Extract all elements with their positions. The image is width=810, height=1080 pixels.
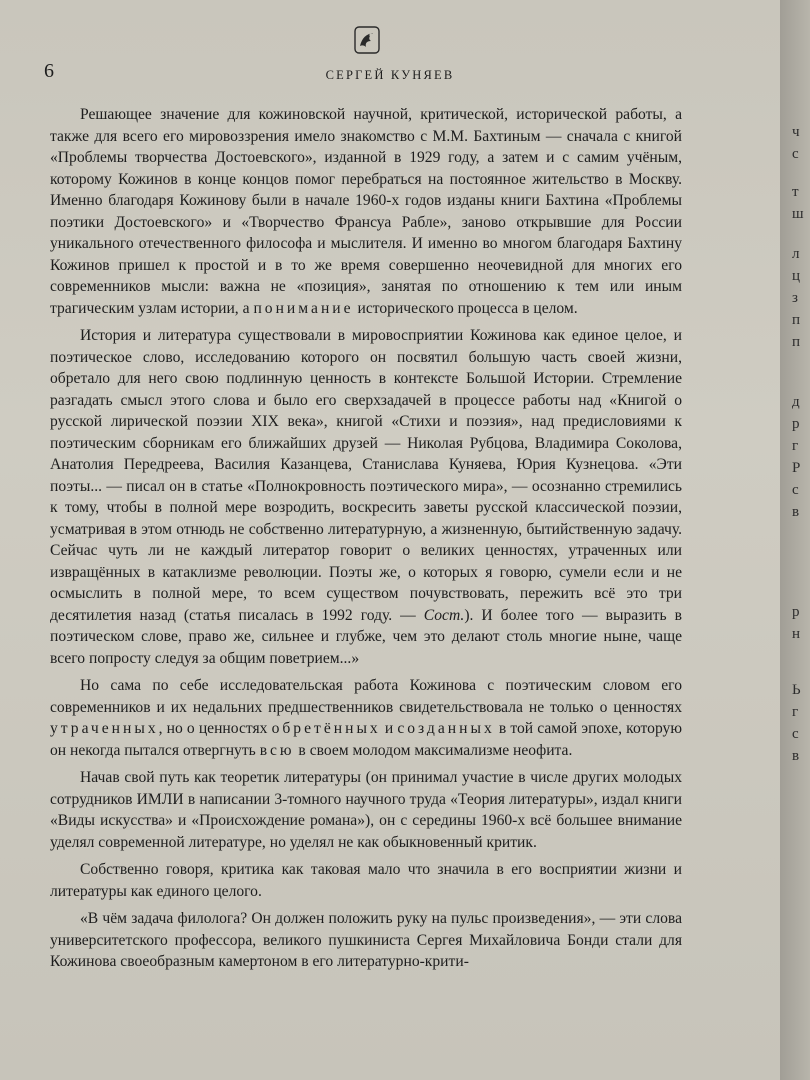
emphasis-spaced: обретённых bbox=[271, 720, 381, 737]
adjacent-page-char: Р bbox=[792, 460, 801, 476]
adjacent-page-char: п bbox=[792, 334, 801, 350]
paragraph bbox=[50, 859, 682, 902]
running-head: СЕРГЕЙ КУНЯЕВ bbox=[325, 68, 455, 82]
page-number: 6 bbox=[44, 60, 54, 82]
text-run: Решающее значение для кожиновской научной, критической, исторической работы, а также для всего его мировоззрения имело знакомство с М.М. Бахтиным — сначала с книгой «Проблемы творчества Достоевского», изданной в 1929 году, а затем и с самим учёным, которому Кожинов в конце концов помог перебраться на постоянное жительство в Москву. Именно благодаря Кожинову были в начале 1960-х годов изданы книги Бахтина «Проблемы поэтики Достоевского» и «Творчество Франсуа Рабле», заново открывшие для России уникального отечественного философа и мыслителя. И именно во многом благодаря Бахтину Кожинов пришел к простой и в то же время совершенно неочевидной для многих его современников мысли: важна не «позиция», занятая по отношению к тем или иным трагическим узлам истории, а bbox=[50, 106, 682, 317]
adjacent-page-char: с bbox=[792, 146, 799, 162]
text-run: , но о ценностях bbox=[158, 720, 272, 737]
paragraph bbox=[50, 767, 682, 853]
adjacent-page-char: в bbox=[792, 504, 800, 520]
adjacent-page-char: г bbox=[792, 438, 799, 454]
text-run: Собственно говоря, критика как таковая мало что значила в его восприятии жизни и литературы как единого целого. bbox=[50, 861, 682, 900]
paragraph bbox=[50, 104, 682, 319]
text-run: ). И более того — выразить в поэтическом слове, право же, сильнее и глубже, чем это делают столь многие ныне, чаще всего попросту следуя за общим поветрием...» bbox=[50, 606, 682, 667]
adjacent-page-char: н bbox=[792, 626, 801, 642]
adjacent-page-char: в bbox=[792, 748, 800, 764]
text-run: «В чём задача филолога? Он должен положить руку на пульс произведения», — эти слова университетского профессора, великого пушкиниста Сергея Михайловича Бонди стали для Кожинова своеобразным камертоном в его литературно-крити- bbox=[50, 910, 682, 970]
adjacent-page-char: г bbox=[792, 704, 799, 720]
paragraph bbox=[50, 908, 682, 973]
adjacent-page-char: ш bbox=[792, 206, 804, 222]
emphasis-italic: Сост. bbox=[423, 606, 465, 624]
ornament-emblem-icon bbox=[354, 26, 380, 54]
emphasis-spaced: утраченных bbox=[50, 720, 159, 737]
adjacent-page-char: с bbox=[792, 482, 799, 498]
paragraph bbox=[50, 675, 682, 761]
paragraph bbox=[50, 325, 682, 669]
adjacent-page-char: Ь bbox=[792, 682, 801, 698]
text-run: исторического процесса в целом. bbox=[353, 299, 578, 317]
adjacent-page-char: п bbox=[792, 312, 801, 328]
adjacent-page-char: р bbox=[792, 416, 800, 432]
adjacent-page-char: с bbox=[792, 726, 799, 742]
adjacent-page-char: з bbox=[792, 290, 798, 306]
adjacent-page-char: ц bbox=[792, 268, 801, 284]
text-run: в своем молодом максимализме неофита. bbox=[294, 741, 573, 759]
text-run: История и литература существовали в мировосприятии Кожинова как единое целое, и поэтическое слово, исследованию которого он посвятил большую часть своей жизни, обретало для него свою подлинную ценность в контексте Большой Истории. Стремление разгадать смысл этого слова и было его сверхзадачей в процессе работы над «Книгой о русской лирической поэзии XIX века», книгой «Стихи и поэзия», над предисловиями к поэтическим сборникам его ближайших друзей — Николая Рубцова, Владимира Соколова, Анатолия Передреева, Василия Казанцева, Станислава Куняева, Юрия Кузнецова. «Эти поэты... — писал он в статье «Полнокровность поэтического мира», — осознанно стремились к тому, чтобы в полной мере возродить, воскресить заветы русской классической поэзии, усматривая в этом отнюдь не собственно литературную, а жизненную, бытийственную задачу. Сейчас чуть ли не каждый литератор говорит о великих ценностях, утраченных или извращённых в катаклизме революции. Поэты же, о которых я говорю, сумели если и не осмыслить в полной мере, то всем существом почувствовать, пережить всё это три десятилетия назад (статья писалась в 1992 году. — bbox=[50, 327, 682, 624]
body-text bbox=[50, 104, 682, 979]
adjacent-page-char: д bbox=[792, 394, 800, 410]
text-run: и bbox=[380, 720, 398, 737]
adjacent-page-char: ч bbox=[792, 124, 800, 140]
emphasis-spaced: понимание bbox=[253, 299, 354, 317]
text-run: Начав свой путь как теоретик литературы (он принимал участие в числе других молодых сотрудников ИМЛИ в написании 3-томного научного труда «Теория литературы», издал книги «Виды искусства» и «Происхождение романа»), он с середины 1960-х всё большее внимание уделял современной литературе, но уделял не как обыкновенный критик. bbox=[50, 769, 682, 851]
text-run: в той самой эпохе, которую он некогда пытался отвергнуть bbox=[50, 720, 682, 759]
adjacent-page-char: л bbox=[792, 246, 800, 262]
adjacent-page-char: т bbox=[792, 184, 799, 200]
emphasis-spaced: всю bbox=[259, 741, 295, 759]
adjacent-page-char: р bbox=[792, 604, 800, 620]
emphasis-spaced: созданных bbox=[397, 720, 495, 737]
adjacent-page-edge bbox=[780, 0, 810, 1080]
text-run: Но сама по себе исследовательская работа Кожинова с поэтическим словом его современников и их недальних предшественников свидетельствовала не только о ценностях bbox=[50, 677, 682, 716]
